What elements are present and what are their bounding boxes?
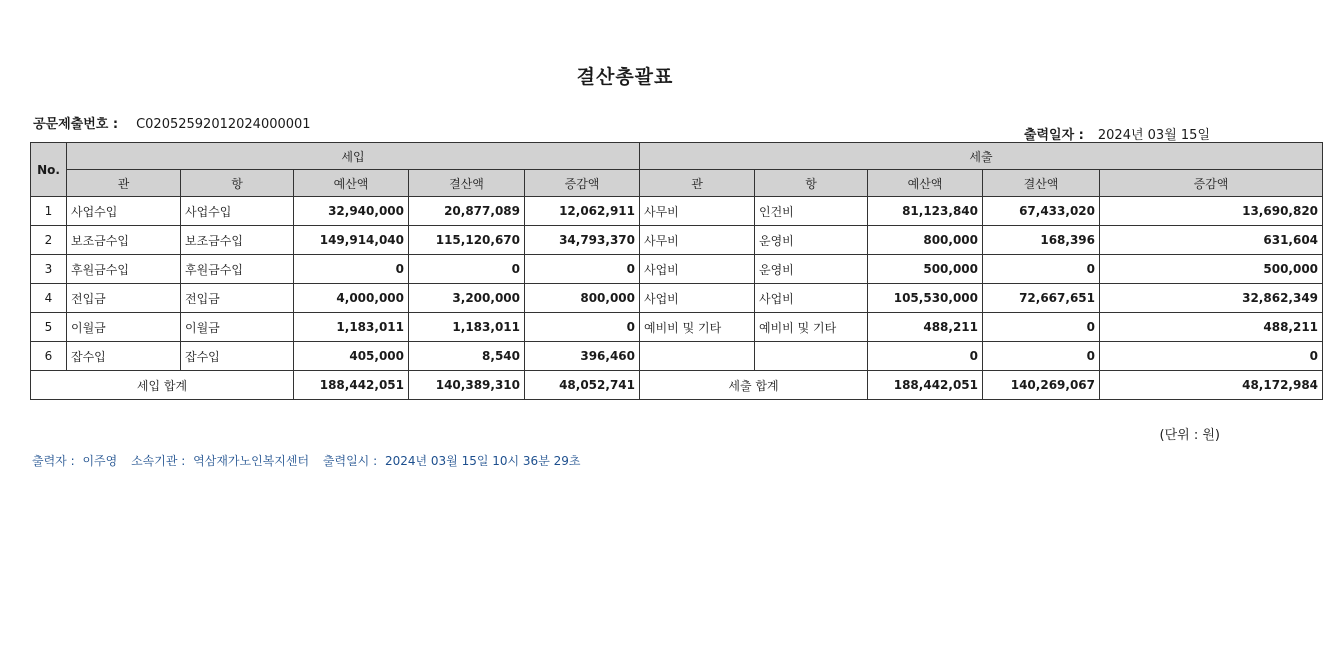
rev-gwan-cell: 이월금 [67,313,181,342]
exp-hang-cell: 인건비 [755,197,868,226]
header-rev-budget: 예산액 [294,170,409,197]
rev-budget-cell: 149,914,040 [294,226,409,255]
rev-gwan-cell: 보조금수입 [67,226,181,255]
exp-budget-cell: 0 [868,342,983,371]
row-no: 4 [31,284,67,313]
document-title: 결산총괄표 [576,66,674,88]
revenue-total-settled: 140,389,310 [409,371,525,400]
rev-hang-cell: 사업수입 [181,197,294,226]
org-label: 소속기관 : [131,454,186,468]
rev-hang-cell: 보조금수입 [181,226,294,255]
exp-settled-cell: 72,667,651 [983,284,1100,313]
exp-gwan-cell: 예비비 및 기타 [640,313,755,342]
print-date-value: 2024년 03월 15일 [1097,128,1210,143]
header-revenue: 세입 [67,143,640,170]
rev-settled-cell: 3,200,000 [409,284,525,313]
exp-diff-cell: 488,211 [1100,313,1323,342]
rev-budget-cell: 4,000,000 [294,284,409,313]
rev-hang-cell: 후원금수입 [181,255,294,284]
table-header-row-1 [31,143,1323,170]
rev-hang-cell: 잡수입 [181,342,294,371]
table-row [31,255,1323,284]
rev-settled-cell: 115,120,670 [409,226,525,255]
rev-diff-cell: 12,062,911 [525,197,640,226]
header-rev-gwan: 관 [67,170,181,197]
expense-total-diff: 48,172,984 [1100,371,1323,400]
org-name: 역삼재가노인복지센터 [193,454,310,468]
printer-label: 출력자 : [32,454,75,468]
table-row [31,284,1323,313]
exp-hang-cell: 운영비 [755,255,868,284]
exp-budget-cell: 81,123,840 [868,197,983,226]
exp-budget-cell: 800,000 [868,226,983,255]
rev-settled-cell: 1,183,011 [409,313,525,342]
expense-total-label: 세출 합계 [640,371,868,400]
rev-diff-cell: 800,000 [525,284,640,313]
rev-gwan-cell: 잡수입 [67,342,181,371]
totals-row [31,371,1323,400]
document-number [33,113,311,132]
rev-settled-cell: 8,540 [409,342,525,371]
header-exp-diff: 증감액 [1100,170,1323,197]
exp-settled-cell: 0 [983,255,1100,284]
rev-settled-cell: 0 [409,255,525,284]
rev-diff-cell: 0 [525,313,640,342]
settlement-summary-table [30,142,1323,400]
rev-diff-cell: 0 [525,255,640,284]
exp-gwan-cell: 사무비 [640,197,755,226]
exp-settled-cell: 0 [983,342,1100,371]
table-row [31,313,1323,342]
row-no: 1 [31,197,67,226]
exp-hang-cell: 사업비 [755,284,868,313]
rev-settled-cell: 20,877,089 [409,197,525,226]
revenue-total-label: 세입 합계 [31,371,294,400]
exp-hang-cell: 운영비 [755,226,868,255]
header-no: No. [31,143,67,197]
exp-budget-cell: 105,530,000 [868,284,983,313]
row-no: 6 [31,342,67,371]
exp-diff-cell: 32,862,349 [1100,284,1323,313]
print-time-label: 출력일시 : [322,454,378,468]
header-exp-settled: 결산액 [983,170,1100,197]
header-exp-budget: 예산액 [868,170,983,197]
row-no: 5 [31,313,67,342]
exp-diff-cell: 13,690,820 [1100,197,1323,226]
exp-gwan-cell: 사업비 [640,255,755,284]
exp-settled-cell: 67,433,020 [983,197,1100,226]
exp-diff-cell: 631,604 [1100,226,1323,255]
header-expense: 세출 [640,143,1323,170]
rev-diff-cell: 34,793,370 [525,226,640,255]
exp-gwan-cell: 사무비 [640,226,755,255]
rev-hang-cell: 전입금 [181,284,294,313]
rev-budget-cell: 1,183,011 [294,313,409,342]
document-number-value: C02052592012024000001 [136,117,311,132]
print-date [1024,124,1210,143]
header-rev-hang: 항 [181,170,294,197]
header-exp-gwan: 관 [640,170,755,197]
revenue-total-diff: 48,052,741 [525,371,640,400]
rev-gwan-cell: 사업수입 [67,197,181,226]
exp-diff-cell: 500,000 [1100,255,1323,284]
row-no: 2 [31,226,67,255]
unit-note: (단위 : 원) [1159,428,1220,443]
exp-gwan-cell: 사업비 [640,284,755,313]
rev-budget-cell: 32,940,000 [294,197,409,226]
print-footer [32,452,590,469]
table-row [31,197,1323,226]
exp-budget-cell: 488,211 [868,313,983,342]
print-date-label: 출력일자 : [1023,128,1084,143]
row-no: 3 [31,255,67,284]
table-row [31,342,1323,371]
header-rev-diff: 증감액 [525,170,640,197]
rev-gwan-cell: 후원금수입 [67,255,181,284]
revenue-total-budget: 188,442,051 [294,371,409,400]
exp-gwan-cell [640,342,755,371]
expense-total-budget: 188,442,051 [868,371,983,400]
exp-settled-cell: 0 [983,313,1100,342]
rev-diff-cell: 396,460 [525,342,640,371]
table-row [31,226,1323,255]
header-rev-settled: 결산액 [409,170,525,197]
printer-name: 이주영 [82,454,118,468]
exp-settled-cell: 168,396 [983,226,1100,255]
rev-budget-cell: 0 [294,255,409,284]
table-header-row-2 [31,170,1323,197]
exp-diff-cell: 0 [1100,342,1323,371]
rev-hang-cell: 이월금 [181,313,294,342]
document-number-label: 공문제출번호 : [33,117,119,132]
print-time: 2024년 03월 15일 10시 36분 29초 [384,454,581,468]
exp-hang-cell [755,342,868,371]
header-exp-hang: 항 [755,170,868,197]
rev-budget-cell: 405,000 [294,342,409,371]
exp-budget-cell: 500,000 [868,255,983,284]
expense-total-settled: 140,269,067 [983,371,1100,400]
exp-hang-cell: 예비비 및 기타 [755,313,868,342]
rev-gwan-cell: 전입금 [67,284,181,313]
